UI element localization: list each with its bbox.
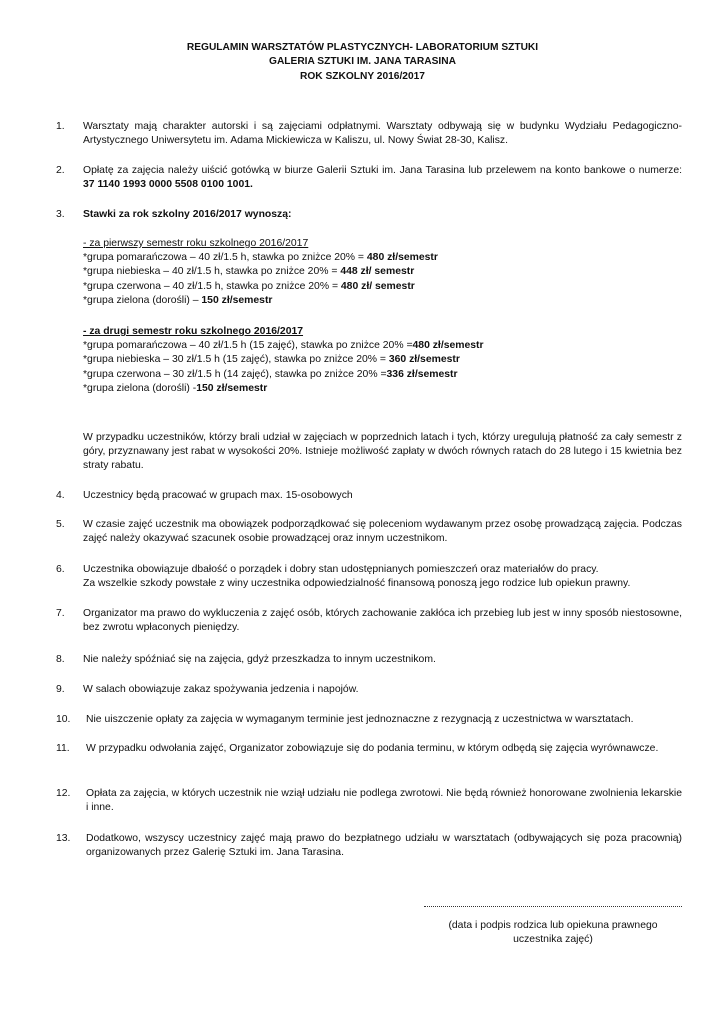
title-line-1: REGULAMIN WARSZTATÓW PLASTYCZNYCH- LABORATORIUM SZTUKI: [186, 42, 539, 53]
semester-2-rates: [83, 325, 683, 396]
rule-number: 11.: [56, 743, 70, 754]
rule-number: 4.: [56, 490, 65, 501]
rate-row: *grupa czerwona – 30 zł/1.5 h (14 zajęć), stawka po zniżce 20% =336 zł/semestr: [83, 368, 458, 380]
rate-row: *grupa zielona (dorośli) -150 zł/semestr: [83, 382, 268, 394]
rule-text: W czasie zajęć uczestnik ma obowiązek podporządkować się poleceniom wydawanym przez osobę prowadzącą zajęcia. Podczas zajęć należy okazywać szacunek osobie prowadzącej oraz innym uczestnikom.: [83, 519, 682, 545]
rule-number: 8.: [56, 654, 65, 665]
rule-number: 3.: [56, 209, 65, 220]
rule-number: 2.: [56, 165, 65, 176]
rule-text: Nie należy spóźniać się na zajęcia, gdyż przeszkadza to innym uczestnikom.: [83, 654, 436, 665]
rule-number: 12.: [56, 788, 71, 799]
rate-row: *grupa niebieska – 30 zł/1.5 h (15 zajęć), stawka po zniżce 20% = 360 zł/semestr: [83, 354, 460, 366]
rule-number: 10.: [56, 714, 71, 725]
semester-1-rates: [83, 237, 683, 308]
rule-number: 1.: [56, 121, 65, 132]
signature-line: [424, 906, 682, 907]
title-line-3: ROK SZKOLNY 2016/2017: [300, 70, 425, 82]
discount-note: W przypadku uczestników, którzy brali udział w zajęciach w poprzednich latach i tych, którzy uregulują płatność za cały semestr z góry, przyznawany jest rabat w wysokości 20%. Istnieje możliwość zapłaty w dwóch równych ratach do 28 lutego i 15 kwietnia bez straty rabatu.: [83, 432, 682, 472]
rule-text: W przypadku odwołania zajęć, Organizator zobowiązuje się do podania terminu, w którym odbędą się zajęcia wyrównawcze.: [86, 743, 659, 754]
document-title: [0, 41, 725, 84]
rule-text: Opłata za zajęcia, w których uczestnik nie wziął udziału nie podlega zwrotowi. Nie będą również honorowane zwolnienia lekarskie i inne.: [86, 788, 682, 814]
rule-number: 9.: [56, 684, 65, 695]
rule-number: 5.: [56, 519, 65, 530]
rates-heading: Stawki za rok szkolny 2016/2017 wynoszą:: [83, 209, 292, 220]
rate-row: *grupa czerwona – 40 zł/1.5 h, stawka po zniżce 20% = 480 zł/ semestr: [83, 280, 415, 292]
rate-row: *grupa pomarańczowa – 40 zł/1.5 h (15 zajęć), stawka po zniżce 20% =480 zł/semestr: [83, 340, 484, 352]
signature-caption: (data i podpis rodzica lub opiekuna prawnego uczestnika zajęć): [448, 920, 658, 946]
rule-number: 13.: [56, 833, 71, 844]
payment-text: Opłatę za zajęcia należy uiścić gotówką w biurze Galerii Sztuki im. Jana Tarasina lub przelewem na konto bankowe o numerze:: [83, 165, 682, 176]
bank-account-number: 37 1140 1993 0000 5508 0100 1001.: [83, 179, 253, 191]
rule-text: [83, 164, 682, 192]
title-line-2: GALERIA SZTUKI IM. JANA TARASINA: [269, 56, 456, 68]
rate-row: *grupa pomarańczowa – 40 zł/1.5 h, stawka po zniżce 20% = 480 zł/semestr: [83, 252, 438, 264]
rule-text: Dodatkowo, wszyscy uczestnicy zajęć mają prawo do bezpłatnego udziału w warsztatach (odbywających się poza pracownią) organizowanych przez Galerię Sztuki im. Jana Tarasina.: [86, 833, 682, 859]
rate-row: *grupa zielona (dorośli) – 150 zł/semestr: [83, 294, 273, 306]
rule-text: Organizator ma prawo do wykluczenia z zajęć osób, których zachowanie zakłóca ich przebieg lub jest w inny sposób niestosowne, bez zwrotu wpłaconych pieniędzy.: [83, 608, 682, 634]
rule-text: Uczestnika obowiązuje dbałość o porządek i dobry stan udostępnianych pomieszczeń oraz materiałów do pracy. Za wszelkie szkody powstałe z winy uczestnika odpowiedzialność finansową ponoszą jego rodzice lub opiekun prawny.: [83, 564, 631, 590]
rule-text: Uczestnicy będą pracować w grupach max. 15-osobowych: [83, 490, 353, 501]
rule-text: Nie uiszczenie opłaty za zajęcia w wymaganym terminie jest jednoznaczne z rezygnacją z uczestnictwa w warsztatach.: [86, 714, 634, 725]
rate-row: *grupa niebieska – 40 zł/1.5 h, stawka po zniżce 20% = 448 zł/ semestr: [83, 266, 415, 278]
semester-1-heading: - za pierwszy semestr roku szkolnego 2016/2017: [83, 238, 309, 249]
rule-number: 6.: [56, 564, 65, 575]
rule-text: W salach obowiązuje zakaz spożywania jedzenia i napojów.: [83, 684, 359, 695]
rule-text: Warsztaty mają charakter autorski i są zajęciami odpłatnymi. Warsztaty odbywają się w budynku Wydziału Pedagogiczno-Artystycznego Uniwersytetu im. Adama Mickiewicza w Kaliszu, ul. Nowy Świat 28-30, Kalisz.: [83, 121, 682, 147]
semester-2-heading: - za drugi semestr roku szkolnego 2016/2017: [83, 326, 304, 337]
rule-number: 7.: [56, 608, 65, 619]
